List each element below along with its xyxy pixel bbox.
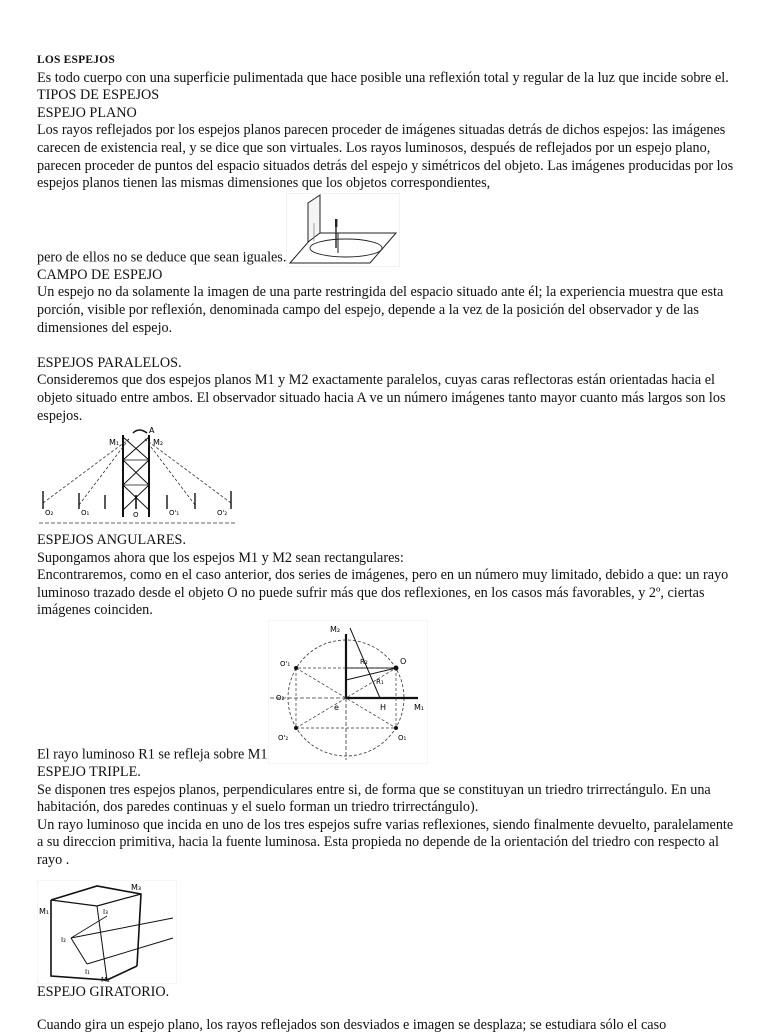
label-o1: O₁	[397, 734, 406, 743]
label-o1-prime: O'₁	[279, 660, 290, 669]
plano-caption: pero de ellos no se deduce que sean iguales.	[37, 249, 287, 266]
triple-heading: ESPEJO TRIPLE.	[37, 764, 141, 781]
campo-paragraph: Un espejo no da solamente la imagen de una parte restringida del espacio situado ante él; la experiencia muestra que esta porción, visible por reflexión, denominada campo del espejo, depende a la vez de la posición del observador y de las dimensiones del espejo.	[37, 284, 724, 336]
plano-heading: ESPEJO PLANO	[37, 104, 137, 121]
label-m1: M₁	[413, 703, 424, 713]
label-i2: I₂	[61, 935, 66, 944]
campo-heading: CAMPO DE ESPEJO	[37, 266, 163, 283]
label-r2: R₂	[359, 658, 368, 667]
plano-caption-line	[37, 193, 742, 267]
label-o2: O₂	[45, 509, 54, 518]
triple-mirror-figure	[37, 880, 177, 984]
label-m3: M₃	[131, 882, 142, 892]
label-o1-prime: O'₁	[169, 509, 180, 518]
triple-paragraph-2: Un rayo luminoso que incida en uno de los tres espejos sufre varias reflexiones, siendo finalmente devuelto, paralelamente a su direccion primitiva, hacia la fuente luminosa. Esta propieda no depende de la orientación del triedro con respecto al rayo .	[37, 816, 734, 869]
label-i3: I₃	[103, 907, 108, 916]
label-o: O	[133, 511, 139, 520]
label-h: H	[379, 703, 386, 713]
plane-mirror-figure	[286, 193, 400, 267]
label-m1: M₁	[39, 906, 50, 916]
paralelos-paragraph: Consideremos que dos espejos planos M1 y M2 exactamente paralelos, cuyas caras reflectoras están orientadas hacia el objeto situado entre ambos. El observador situado hacia A ve un número imágenes tanto mayor cuanto más largos son los espejos.	[37, 372, 726, 424]
giratorio-paragraph: Cuando gira un espejo plano, los rayos reflejados son desviados e imagen se desplaza; se estudiara sólo el caso	[37, 1017, 667, 1033]
label-m1: M₁	[109, 438, 120, 448]
parallel-mirrors-figure	[37, 425, 237, 532]
label-r1: R₁	[375, 678, 384, 687]
label-a: A	[149, 426, 155, 436]
intro-paragraph: Es todo cuerpo con una superficie pulimentada que hace posible una reflexión total y regular de la luz que incide sobre el.	[37, 69, 729, 86]
label-o2: O₂	[275, 694, 284, 703]
angulares-caption-line	[37, 620, 742, 764]
plano-paragraph: Los rayos reflejados por los espejos planos parecen proceder de imágenes situadas detrás de dichos espejos: las imágenes carecen de existencia real, y se dice que son virtuales. Los rayos luminosos, después de reflejados por un espejo plano, parecen proceder de puntos del espacio situados detrás del espejo y simétricos del objeto. Las imágenes producidas por los espejos planos tienen las mismas dimensiones que los objetos correspondientes,	[37, 122, 734, 192]
giratorio-heading: ESPEJO GIRATORIO.	[37, 983, 170, 1000]
angulares-paragraph-1: Supongamos ahora que los espejos M1 y M2 sean rectangulares:	[37, 549, 404, 566]
document-title: LOS ESPEJOS	[37, 54, 115, 66]
label-e: e	[333, 703, 339, 713]
paralelos-heading: ESPEJOS PARALELOS.	[37, 354, 182, 371]
triple-paragraph-1: Se disponen tres espejos planos, perpendiculares entre si, de forma que se constituyan un triedro trirrectángulo. En una habitación, dos paredes continuas y el suelo forman un triedro trirrectángulo).	[37, 781, 711, 816]
angular-mirrors-figure	[268, 620, 428, 764]
angulares-caption: El rayo luminoso R1 se refleja sobre M1	[37, 746, 268, 763]
label-o2-prime: O'₂	[217, 509, 228, 518]
angulares-heading: ESPEJOS ANGULARES.	[37, 532, 186, 549]
label-o: O	[399, 657, 406, 667]
label-i1: I₁	[85, 967, 90, 976]
tipos-heading: TIPOS DE ESPEJOS	[37, 87, 160, 104]
label-m2: M₂	[101, 975, 110, 984]
label-m2: M₂	[153, 438, 164, 448]
label-o1: O₁	[81, 509, 90, 518]
blank-line	[37, 337, 742, 355]
label-m2: M₂	[329, 625, 340, 635]
label-o2-prime: O'₂	[277, 734, 288, 743]
angulares-paragraph-2: Encontraremos, como en el caso anterior, dos series de imágenes, pero en un número muy limitado, debido a que: un rayo luminoso trazado desde el objeto O no puede sufrir más que dos reflexiones, en los casos más favorables, y 2º, ciertas imágenes coinciden.	[37, 567, 729, 619]
